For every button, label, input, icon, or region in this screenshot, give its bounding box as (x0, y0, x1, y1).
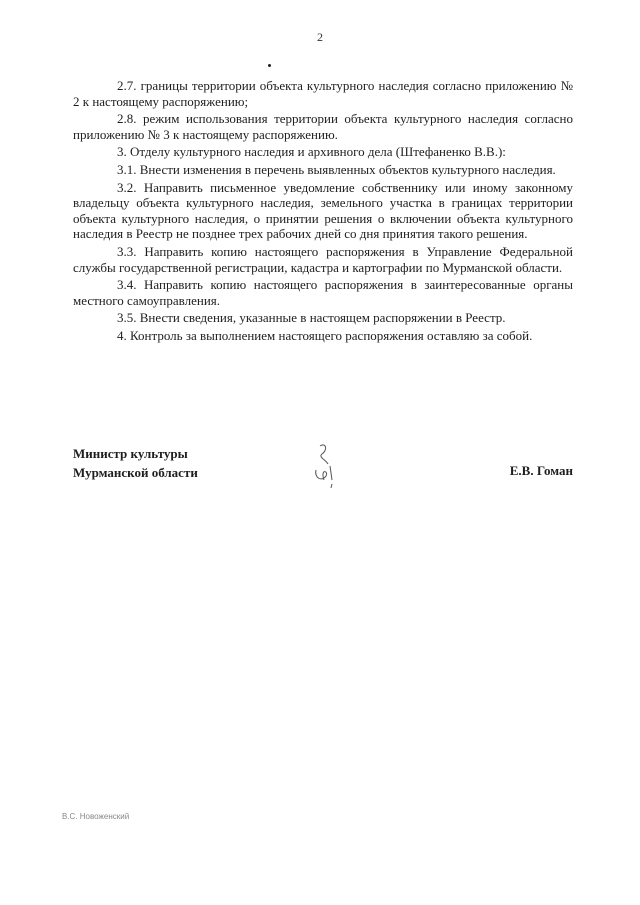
paragraph-3-4: 3.4. Направить копию настоящего распоряжения в заинтересованные органы местного самоуправления. (73, 277, 573, 308)
signatory-name: Е.В. Гоман (509, 463, 573, 478)
position-line-1: Министр культуры (73, 446, 188, 461)
signatory-position (73, 444, 198, 482)
paragraph-3-5: 3.5. Внести сведения, указанные в настоящем распоряжении в Реестр. (117, 310, 506, 326)
paragraph-3-2: 3.2. Направить письменное уведомление собственнику или иному законному владельцу объекта культурного наследия, земельного участка в границах территории объекта культурного наследия, о принятии решения о включении объекта культурного наследия в Реестр не позднее трех рабочих дней со дня принятия такого решения. (73, 179, 573, 242)
footer-note: В.С. Новоженский (62, 812, 130, 821)
handwritten-signature (306, 440, 346, 490)
paragraph-2-7: 2.7. границы территории объекта культурного наследия согласно приложению № 2 к настоящему распоряжению; (73, 78, 573, 109)
scan-speck (268, 64, 271, 67)
paragraph-3-3: 3.3. Направить копию настоящего распоряжения в Управление Федеральной службы государственной регистрации, кадастра и картографии по Мурманской области. (73, 243, 573, 275)
document-body (73, 78, 573, 346)
paragraph-4: 4. Контроль за выполнением настоящего распоряжения оставляю за собой. (117, 327, 533, 343)
paragraph-3-1: 3.1. Внести изменения в перечень выявленных объектов культурного наследия. (117, 161, 556, 177)
position-line-2: Мурманской области (73, 465, 198, 480)
paragraph-3: 3. Отделу культурного наследия и архивного дела (Штефаненко В.В.): (117, 144, 506, 160)
paragraph-2-8: 2.8. режим использования территории объекта культурного наследия согласно приложению № 3 к настоящему распоряжению. (73, 111, 573, 142)
page-number: 2 (317, 30, 323, 44)
